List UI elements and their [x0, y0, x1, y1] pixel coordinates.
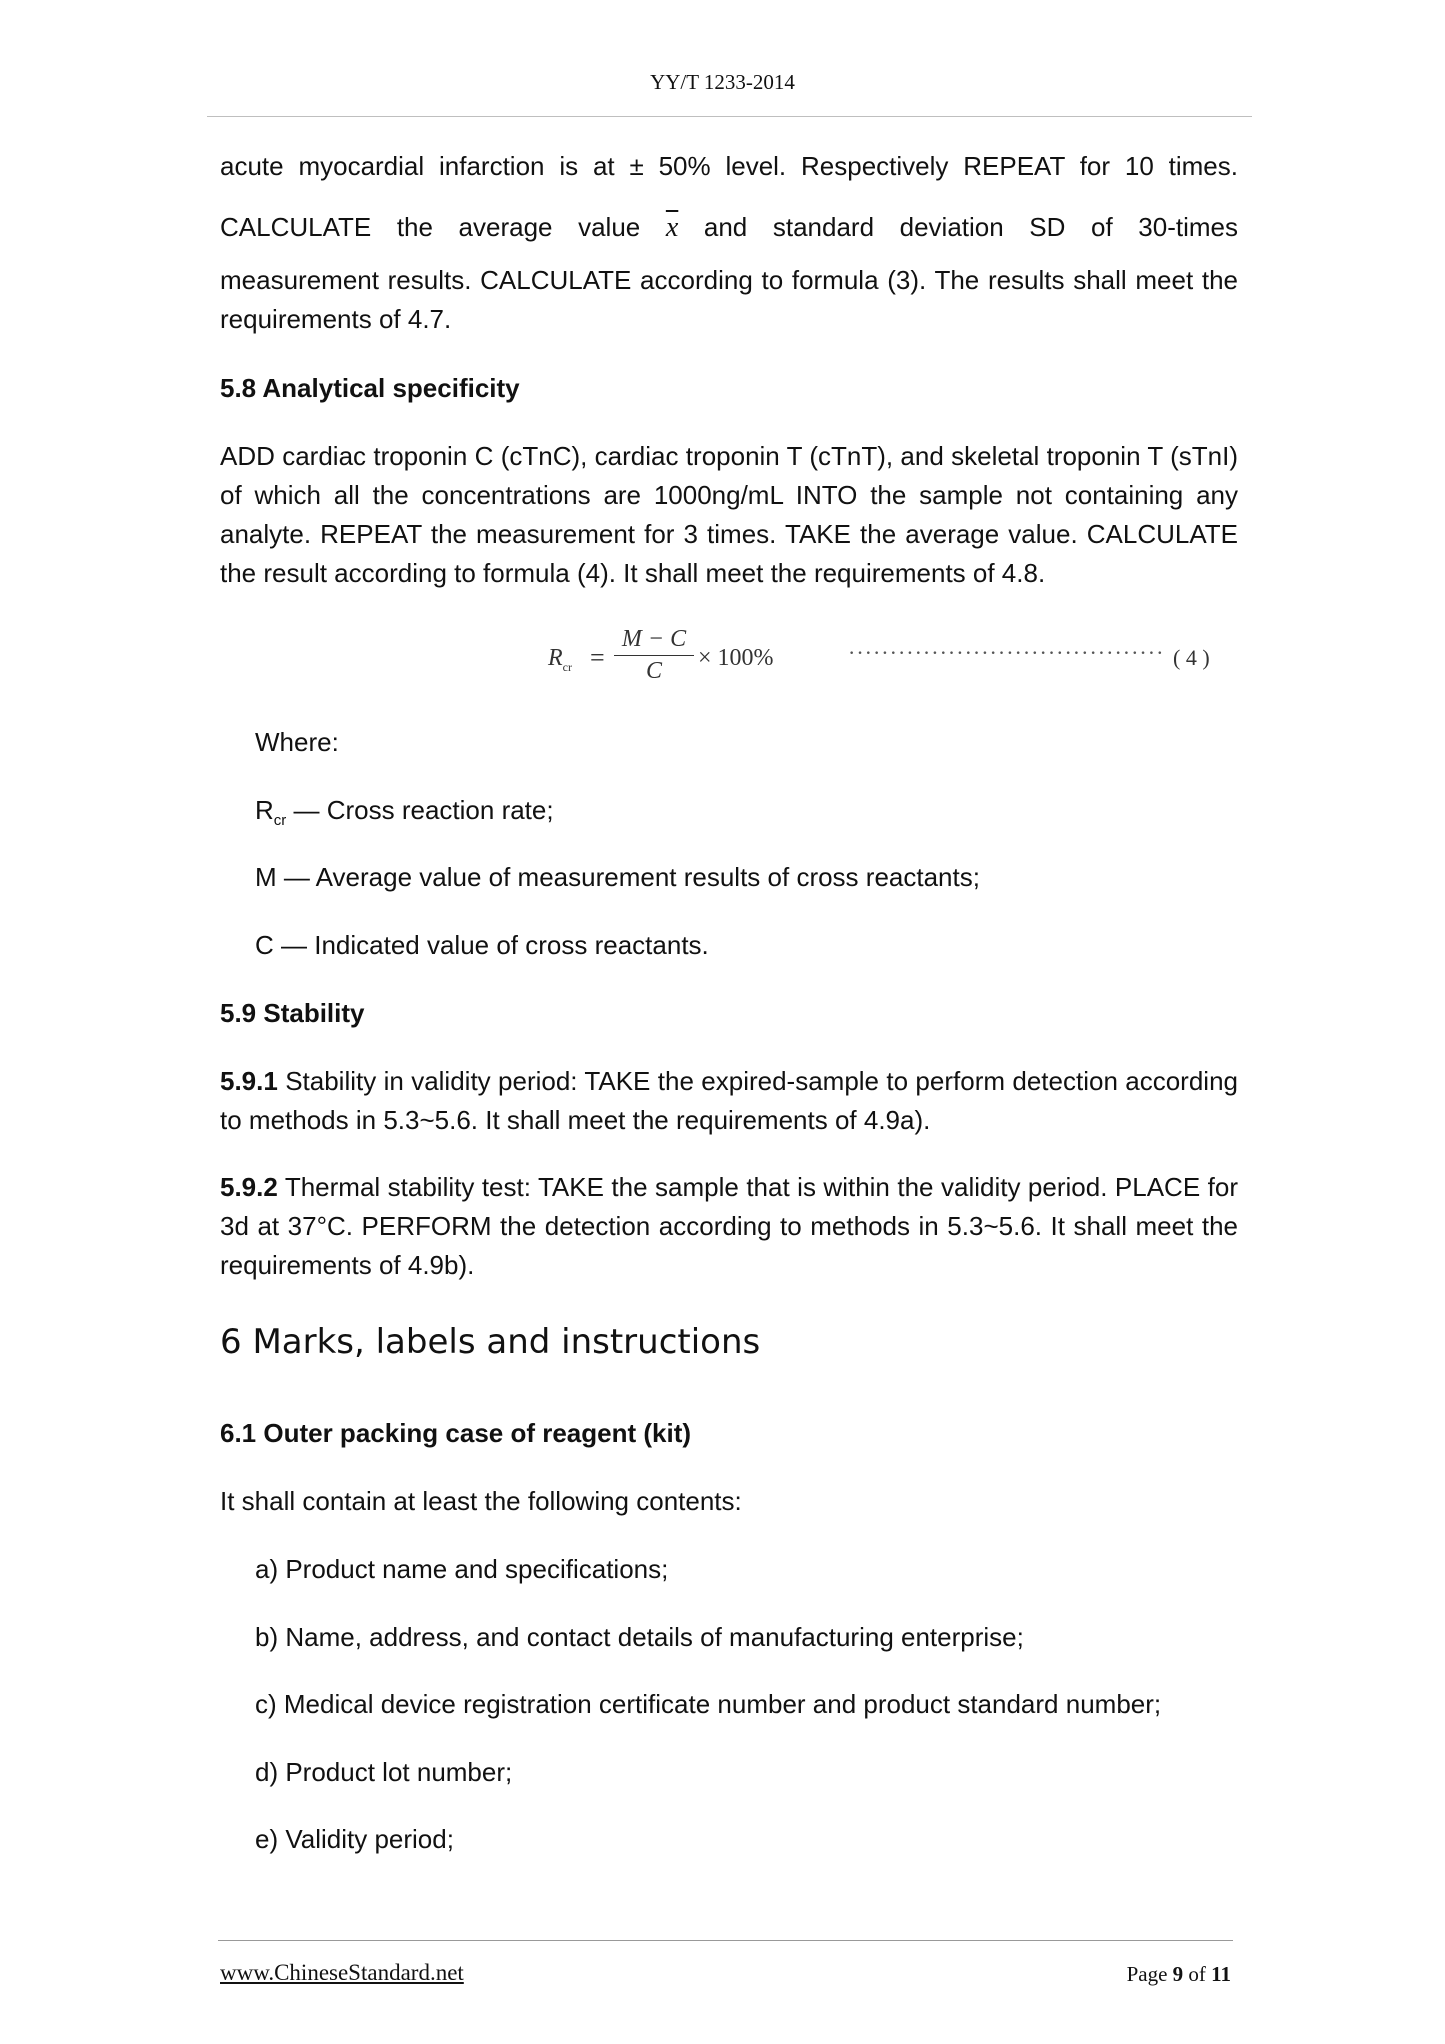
- formula-multiplier: × 100%: [698, 645, 774, 671]
- formula-leader-dots: ······································: [848, 640, 1165, 665]
- list-item: b) Name, address, and contact details of manufacturing enterprise;: [255, 1622, 1024, 1652]
- text-fragment: CALCULATE the average value: [220, 212, 641, 242]
- paragraph-rest: measurement results. CALCULATE according to formula (3). The results shall meet the requirements of 4.7.: [220, 265, 1238, 334]
- paragraph-5-9-2: [220, 1168, 1238, 1285]
- list-item: c) Medical device registration certificate number and product standard number;: [255, 1689, 1162, 1719]
- formula-fraction: [614, 625, 694, 686]
- heading-5-8: 5.8 Analytical specificity: [220, 373, 520, 403]
- footer-divider: [218, 1940, 1233, 1941]
- formula-lhs: $R_{cr}$: [548, 645, 572, 674]
- paragraph-6-1-intro: It shall contain at least the following contents:: [220, 1486, 742, 1516]
- where-c: C — Indicated value of cross reactants.: [255, 930, 709, 960]
- text-fragment: and standard deviation SD of 30-times: [703, 212, 1238, 242]
- where-label: Where:: [255, 727, 339, 757]
- clause-number: 5.9.2: [220, 1172, 278, 1202]
- formula-numerator: M − C: [614, 625, 694, 656]
- paragraph-5-9-1: [220, 1062, 1238, 1140]
- header-divider: [207, 116, 1252, 117]
- clause-text: Thermal stability test: TAKE the sample that is within the validity period. PLACE for 3d at 37°C. PERFORM the detection according to methods in 5.3~5.6. It shall meet the requirements of 4.9b).: [220, 1172, 1238, 1280]
- heading-6-1: 6.1 Outer packing case of reagent (kit): [220, 1418, 692, 1448]
- formula-denominator: C: [645, 658, 662, 684]
- where-rcr: $R_{cr}$ — Cross reaction rate;: [255, 795, 554, 830]
- mean-symbol: $\overline{x}$: [665, 212, 679, 243]
- list-item: e) Validity period;: [255, 1824, 454, 1854]
- paragraph-line-with-variable: [220, 208, 1238, 247]
- formula-equals: =: [590, 643, 605, 672]
- paragraph-5-8: ADD cardiac troponin C (cTnC), cardiac troponin T (cTnT), and skeletal troponin T (sTnI) of which all the concentrations are 1000ng/mL INTO the sample not containing any analyte. REPEAT the measurement for 3 times. TAKE the average value. CALCULATE the result according to formula (4). It shall meet the requirements of 4.8.: [220, 441, 1238, 588]
- clause-number: 5.9.1: [220, 1066, 278, 1096]
- formula-4: [548, 625, 1248, 695]
- where-m: M — Average value of measurement results of cross reactants;: [255, 862, 980, 892]
- chapter-6-title: 6 Marks, labels and instructions: [220, 1322, 761, 1362]
- paragraph-line: acute myocardial infarction is at ± 50% level. Respectively REPEAT for 10 times.: [220, 151, 1238, 181]
- paragraph-4-7-continuation: [220, 147, 1238, 339]
- clause-text: Stability in validity period: TAKE the expired-sample to perform detection according to methods in 5.3~5.6. It shall meet the requirements of 4.9a).: [220, 1066, 1238, 1135]
- website-link[interactable]: www.ChineseStandard.net: [220, 1960, 464, 1985]
- page-indicator: Page 9 of 11: [1126, 1962, 1231, 1986]
- document-header: YY/T 1233-2014: [650, 70, 795, 94]
- formula-number: ( 4 ): [1173, 645, 1210, 670]
- list-item: a) Product name and specifications;: [255, 1554, 669, 1584]
- list-item: d) Product lot number;: [255, 1757, 513, 1787]
- heading-5-9: 5.9 Stability: [220, 998, 365, 1028]
